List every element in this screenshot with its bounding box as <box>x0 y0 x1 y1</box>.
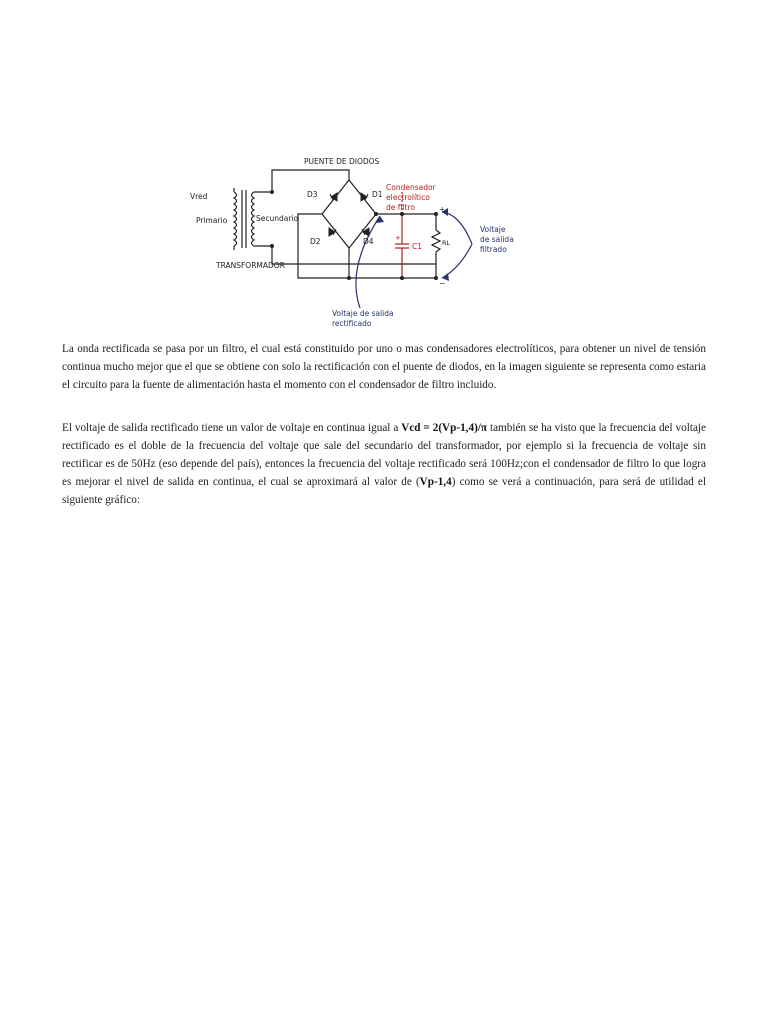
label-cap-plus: + <box>395 234 401 242</box>
secondary-coil <box>252 192 255 246</box>
node-dot <box>270 190 274 194</box>
label-transformador: TRANSFORMADOR <box>216 261 285 270</box>
paragraph-filtro: La onda rectificada se pasa por un filtro, el cual está constituido por uno o mas condensadores electrolíticos, para obtener un nivel de tensión continua mucho mejor que el que se obtiene con solo la rectificación con el puente de diodos, en la imagen siguiente se representa como estaria el circuito para la fuente de alimentación hasta el momento con el condensador de filtro incluido. <box>62 343 706 391</box>
formula-vp: Vp-1,4 <box>419 476 452 488</box>
paragraph-text-2: también se ha visto que la frecuencia del voltaje rectificado es el doble de la frecuencia del voltaje que sale del secundario del transformador, por ejemplo si la frecuencia de voltaje sin rectificar es de 50Hz (eso depende del país), entonces la frecuencia del voltaje rectificado será 100Hz;con el condensador de filtro lo que logra es mejorar el nivel de salida en continua, el cual se aproximará al valor de ( <box>62 422 706 488</box>
primary-coil <box>234 192 237 246</box>
label-secundario: Secundario <box>256 214 299 223</box>
label-d1: D1 <box>372 190 383 199</box>
label-condensador-2: electrolítico <box>386 193 430 202</box>
paragraph-voltaje-salida <box>62 419 706 509</box>
label-voltaje-rectificado-2: rectificado <box>332 319 372 328</box>
label-vred: Vred <box>190 192 208 201</box>
node-dot <box>400 212 404 216</box>
label-condensador-1: Condensador <box>386 183 436 192</box>
node-dot <box>347 276 351 280</box>
load-resistor <box>432 230 440 252</box>
paragraph-text-3: ) como se verá a continuación, para será de utilidad el siguiente gráfico: <box>62 476 706 506</box>
node-dot <box>434 276 438 280</box>
label-primario: Primario <box>196 216 228 225</box>
node-dot <box>270 244 274 248</box>
label-c1: C1 <box>412 242 423 251</box>
label-voltaje-rectificado-1: Voltaje de salida <box>332 309 394 318</box>
label-plus: + <box>439 205 446 214</box>
label-voltaje-filtrado-2: de salida <box>480 235 514 244</box>
label-d3: D3 <box>307 190 318 199</box>
formula-vcd: Vcd = 2(Vp-1,4)/π <box>401 422 488 434</box>
wire-secondary-top <box>254 170 349 192</box>
label-d2: D2 <box>310 237 321 246</box>
paragraph-text-1: El voltaje de salida rectificado tiene un valor de voltaje en continua igual a <box>62 422 402 434</box>
node-dot <box>374 212 378 216</box>
label-rl: RL <box>442 239 451 247</box>
label-condensador-3: de filtro <box>386 203 416 212</box>
node-dot <box>400 276 404 280</box>
label-voltaje-filtrado-1: Voltaje <box>480 225 506 234</box>
label-voltaje-filtrado-3: filtrado <box>480 245 507 254</box>
node-dot <box>434 212 438 216</box>
label-minus: − <box>439 279 446 288</box>
rectifier-circuit-diagram <box>190 152 530 334</box>
label-puente-de-diodos: PUENTE DE DIODOS <box>304 157 380 166</box>
label-d4: D4 <box>363 237 374 246</box>
wire-bridge-left <box>298 214 349 278</box>
